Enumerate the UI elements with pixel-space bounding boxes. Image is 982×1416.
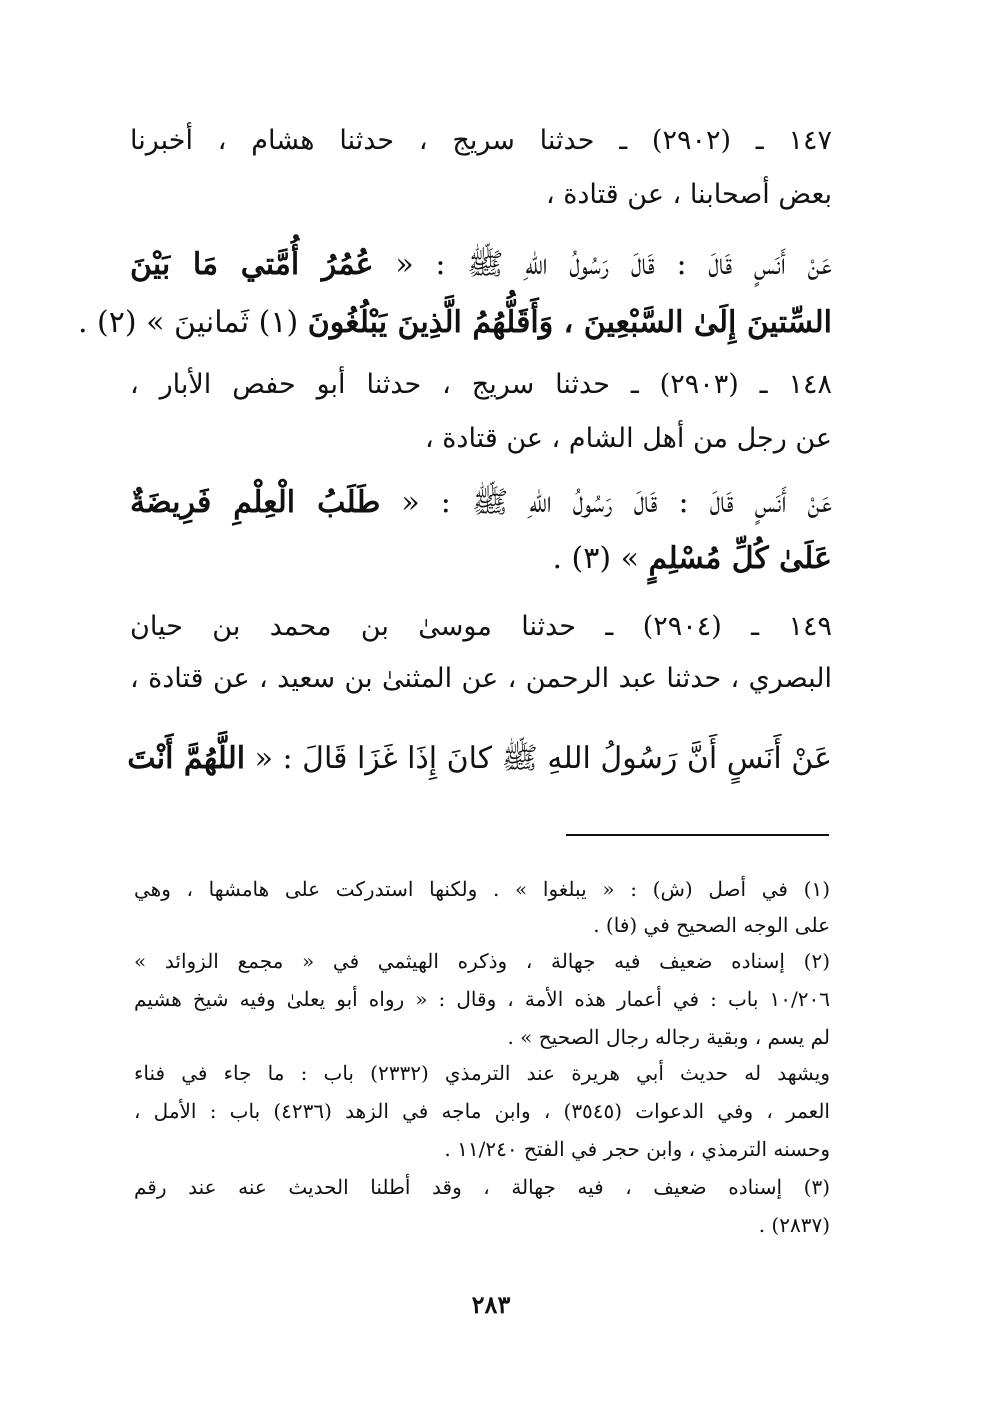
entry-147-isnad-line-1: ١٤٧ ـ (٢٩٠٢) ـ حدثنا سريج ، حدثنا هشام ، أخبرنا (130, 125, 832, 156)
entry-149-isnad-line-1: ١٤٩ ـ (٢٩٠٤) ـ حدثنا موسىٰ بن محمد بن حيان (130, 611, 833, 642)
entry-148-matn-line-1 (130, 486, 832, 519)
matn-intro: عَنْ أَنَسٍ أَنَّ رَسُولُ اللهِ ﷺ كانَ إِذَا غَزَا قَالَ : « (254, 741, 832, 776)
matn-tail: » (٣) . (552, 541, 649, 576)
footnote-line: (٢٨٣٧) . (758, 1213, 830, 1237)
footnote-line: وحسنه الترمذي ، وابن حجر في الفتح ١١/٢٤٠ . (444, 1137, 830, 1161)
entry-147-matn-line-1 (130, 248, 832, 281)
entry-148-matn-line-2 (130, 542, 832, 575)
entry-148-isnad-line-2: عن رجل من أهل الشام ، عن قتادة ، (424, 423, 832, 454)
entry-148-isnad-line-1: ١٤٨ ـ (٢٩٠٣) ـ حدثنا سريج ، حدثنا أبو حفص الأبار ، (130, 369, 833, 400)
entry-149-isnad-line-2: البصري ، حدثنا عبد الرحمن ، عن المثنىٰ بن سعيد ، عن قتادة ، (130, 663, 832, 694)
footnote-separator (566, 834, 829, 836)
footnote-line: (١) في أصل (ش) : « يبلغوا » . ولكنها استدركت على هامشها ، وهي (134, 877, 830, 901)
prophetic-quote: طَلَبُ الْعِلْمِ فَرِيضَةٌ (130, 485, 381, 520)
prophetic-quote: السِّتينَ إِلَىٰ السَّبْعِينَ ، وَأَقَلُّهُمُ الَّذِينَ يَبْلُغُونَ (307, 305, 832, 340)
footnote-line: ١٠/٢٠٦ باب : في أعمار هذه الأمة ، وقال : « رواه أبو يعلىٰ وفيه شيخ هشيم (134, 987, 830, 1011)
footnote-line: ويشهد له حديث أبي هريرة عند الترمذي (٢٣٣٢) باب : ما جاء في فناء (134, 1061, 831, 1085)
footnote-line: العمر ، وفي الدعوات (٣٥٤٥) ، وابن ماجه في الزهد (٤٢٣٦) باب : الأمل ، (134, 1099, 830, 1123)
page-number: ٢٨٣ (471, 1290, 511, 1319)
footnote-line: (٢) إسناده ضعيف فيه جهالة ، وذكره الهيثمي في « مجمع الزوائد » (134, 949, 830, 973)
prophetic-quote: اللَّهُمَّ أَنْتَ (127, 741, 246, 776)
footnote-line: (٣) إسناده ضعيف ، فيه جهالة ، وقد أطلنا الحديث عنه عند رقم (134, 1175, 830, 1199)
footnote-line: لم يسم ، وبقية رجاله رجال الصحيح » . (507, 1025, 830, 1049)
matn-intro: عَنْ أَنَسٍ قَالَ : قَالَ رَسُولُ اللهِ ﷺ : « (395, 247, 832, 282)
matn-intro: عَنْ أَنَسٍ قَالَ : قَالَ رَسُولُ اللهِ ﷺ : « (401, 485, 832, 520)
entry-149-matn-line-1 (127, 741, 832, 776)
entry-147-matn-line-2 (77, 305, 832, 340)
entry-147-isnad-line-2: بعض أصحابنا ، عن قتادة ، (545, 179, 832, 210)
prophetic-quote: عُمُرُ أُمَّتي مَا بَيْنَ (130, 247, 374, 282)
footnote-line: على الوجه الصحيح في (فا) . (593, 913, 830, 937)
matn-tail: (١) ثَمانينَ » (٢) . (77, 305, 308, 340)
prophetic-quote: عَلَىٰ كُلِّ مُسْلِمٍ (648, 541, 832, 576)
